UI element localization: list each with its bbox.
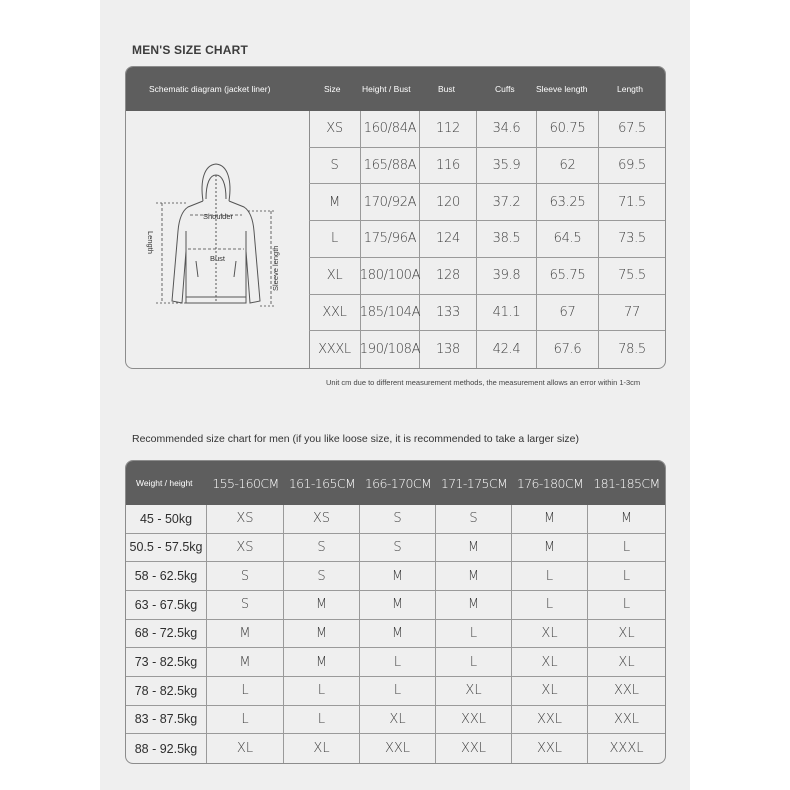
recommend-size-cell: XL	[207, 734, 284, 763]
size-cell: S	[309, 148, 361, 184]
recommend-size-cell: XXL	[512, 734, 588, 763]
header-height-bust: Height / Bust	[362, 84, 411, 94]
recommend-size-cell: XXL	[613, 683, 640, 699]
recommend-row	[126, 648, 665, 677]
size-cell: 175/96A	[361, 221, 420, 257]
recommend-size-cell: L	[436, 620, 512, 648]
size-row	[309, 331, 665, 368]
recommend-size-cell: L	[622, 597, 631, 613]
size-row	[309, 148, 665, 185]
recommend-size-cell: XL	[618, 625, 635, 641]
size-cell: 60.75	[537, 111, 599, 147]
recommend-size-cell: M	[512, 534, 588, 562]
size-cell: 37.2	[477, 184, 537, 220]
header-height-range: 166-170CM	[364, 475, 432, 491]
size-cell: XXL	[309, 295, 361, 331]
recommended-body	[126, 505, 665, 763]
recommend-size-cell: XL	[512, 677, 588, 705]
size-cell: 170/92A	[361, 184, 420, 220]
recommend-size-cell: S	[360, 534, 436, 562]
recommend-size-cell: XS	[284, 505, 360, 533]
size-cell: 62	[537, 148, 599, 184]
size-cell: 180/100A	[361, 258, 420, 294]
header-height-range: 176-180CM	[516, 475, 584, 491]
weight-cell: 63 - 67.5kg	[126, 591, 207, 619]
size-cell: 65.75	[537, 258, 599, 294]
recommend-size-cell: M	[436, 534, 512, 562]
recommend-size-cell: L	[284, 706, 360, 734]
size-cell: 73.5	[618, 231, 646, 247]
recommended-title: Recommended size chart for men (if you like loose size, it is recommended to take a larger size)	[132, 433, 580, 445]
recommend-row	[126, 562, 665, 591]
size-cell: 120	[420, 184, 477, 220]
size-cell: 71.5	[618, 194, 646, 210]
recommend-size-cell: XXL	[436, 734, 512, 763]
recommended-table	[125, 460, 666, 764]
size-cell: 64.5	[537, 221, 599, 257]
weight-cell: 45 - 50kg	[126, 505, 207, 533]
recommend-size-cell: L	[360, 677, 436, 705]
measurement-note: Unit cm due to different measurement methods, the measurement allows an error within 1-3cm	[326, 378, 641, 387]
header-size: Size	[324, 84, 341, 94]
size-cell: 124	[420, 221, 477, 257]
size-cell: 42.4	[477, 331, 537, 368]
recommend-size-cell: XL	[512, 620, 588, 648]
recommend-size-cell: M	[360, 562, 436, 590]
recommend-size-cell: M	[620, 511, 633, 527]
size-cell: 112	[420, 111, 477, 147]
recommend-size-cell: M	[360, 591, 436, 619]
size-cell: 185/104A	[361, 295, 420, 331]
recommend-size-cell: L	[436, 648, 512, 676]
size-cell: 69.5	[618, 158, 646, 174]
recommend-row	[126, 591, 665, 620]
size-cell: 116	[420, 148, 477, 184]
size-cell: L	[309, 221, 361, 257]
recommend-row	[126, 677, 665, 706]
recommend-size-cell: XS	[207, 505, 284, 533]
recommend-size-cell: S	[207, 562, 284, 590]
header-length: Length	[617, 84, 643, 94]
header-height-range: 181-185CM	[593, 475, 660, 491]
recommend-size-cell: XL	[360, 706, 436, 734]
recommend-row	[126, 534, 665, 563]
recommend-size-cell: XXL	[613, 711, 640, 727]
recommend-size-cell: M	[284, 648, 360, 676]
recommend-size-cell: XXXL	[609, 741, 644, 757]
size-chart-grid	[309, 111, 665, 368]
recommend-size-cell: L	[360, 648, 436, 676]
recommend-size-cell: XL	[284, 734, 360, 763]
recommend-size-cell: L	[622, 539, 631, 555]
recommend-size-cell: S	[360, 505, 436, 533]
size-cell: 41.1	[477, 295, 537, 331]
size-cell: 39.8	[477, 258, 537, 294]
recommend-size-cell: M	[207, 648, 284, 676]
header-height-range: 161-165CM	[288, 475, 356, 491]
weight-cell: 88 - 92.5kg	[126, 734, 207, 763]
recommend-row	[126, 734, 665, 763]
size-cell: 67	[537, 295, 599, 331]
corner-text	[580, 0, 601, 1]
size-cell: 63.25	[537, 184, 599, 220]
recommend-size-cell: L	[284, 677, 360, 705]
jacket-schematic-icon	[126, 111, 309, 368]
recommend-size-cell: S	[207, 591, 284, 619]
recommend-size-cell: M	[360, 620, 436, 648]
size-cell: 67.5	[618, 121, 646, 137]
label-shoulder: Shoulder	[203, 212, 234, 221]
size-row	[309, 258, 665, 295]
label-bust: Bust	[210, 254, 226, 263]
size-cell: 38.5	[477, 221, 537, 257]
weight-cell: 73 - 82.5kg	[126, 648, 207, 676]
size-cell: 138	[420, 331, 477, 368]
header-weight-height: Weight / height	[136, 478, 193, 488]
header-schematic: Schematic diagram (jacket liner)	[149, 84, 271, 94]
recommend-size-cell: XL	[618, 654, 635, 670]
recommend-row	[126, 620, 665, 649]
recommend-size-cell: L	[207, 706, 284, 734]
recommend-size-cell: M	[436, 591, 512, 619]
recommend-size-cell: XS	[207, 534, 284, 562]
size-row	[309, 221, 665, 258]
size-cell: 77	[624, 304, 640, 320]
recommend-size-cell: M	[284, 620, 360, 648]
recommend-size-cell: M	[207, 620, 284, 648]
header-height-range: 171-175CM	[440, 475, 508, 491]
jacket-diagram	[126, 111, 310, 368]
size-cell: 160/84A	[361, 111, 420, 147]
weight-cell: 83 - 87.5kg	[126, 706, 207, 734]
size-cell: 34.6	[477, 111, 537, 147]
size-cell: M	[309, 184, 361, 220]
size-row	[309, 184, 665, 221]
recommended-header	[126, 461, 665, 505]
recommend-size-cell: L	[512, 591, 588, 619]
recommend-size-cell: XXL	[360, 734, 436, 763]
recommend-row	[126, 706, 665, 735]
size-row	[309, 295, 665, 332]
recommend-row	[126, 505, 665, 534]
weight-cell: 78 - 82.5kg	[126, 677, 207, 705]
weight-cell: 68 - 72.5kg	[126, 620, 207, 648]
size-chart-title: MEN'S SIZE CHART	[132, 43, 249, 57]
recommend-size-cell: XXL	[512, 706, 588, 734]
label-sleeve-length: Sleeve length	[271, 245, 280, 291]
size-cell: XS	[309, 111, 361, 147]
size-cell: 67.6	[537, 331, 599, 368]
recommend-size-cell: M	[284, 591, 360, 619]
recommend-size-cell: M	[436, 562, 512, 590]
recommend-size-cell: S	[284, 534, 360, 562]
size-cell: 133	[420, 295, 477, 331]
size-cell: 35.9	[477, 148, 537, 184]
recommend-size-cell: L	[512, 562, 588, 590]
header-bust: Bust	[438, 84, 456, 94]
recommend-size-cell: XL	[512, 648, 588, 676]
size-cell: 165/88A	[361, 148, 420, 184]
size-cell: 78.5	[618, 342, 646, 358]
recommend-size-cell: S	[284, 562, 360, 590]
size-row	[309, 111, 665, 148]
size-chart-header	[126, 67, 665, 111]
size-chart-table	[125, 66, 666, 369]
recommend-size-cell: L	[207, 677, 284, 705]
size-cell: 190/108A	[361, 331, 420, 368]
size-cell: XXXL	[309, 331, 361, 368]
size-cell: 128	[420, 258, 477, 294]
recommend-size-cell: M	[512, 505, 588, 533]
size-cell: XL	[309, 258, 361, 294]
weight-cell: 50.5 - 57.5kg	[126, 534, 207, 562]
recommend-size-cell: L	[622, 568, 631, 584]
label-length: Length	[146, 231, 155, 254]
recommend-size-cell: S	[436, 505, 512, 533]
recommend-size-cell: XL	[436, 677, 512, 705]
header-sleeve-length: Sleeve length	[536, 84, 588, 94]
header-height-range: 155-160CM	[212, 475, 279, 491]
size-cell: 75.5	[618, 268, 646, 284]
weight-cell: 58 - 62.5kg	[126, 562, 207, 590]
recommend-size-cell: XXL	[436, 706, 512, 734]
header-cuffs: Cuffs	[495, 84, 515, 94]
